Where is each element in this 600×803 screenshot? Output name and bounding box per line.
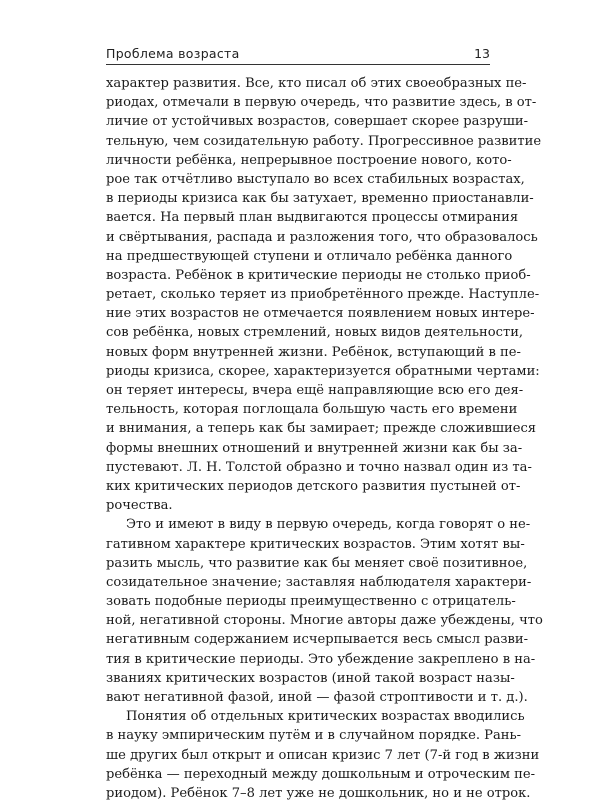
running-head bbox=[106, 46, 490, 65]
text-line: в науку эмпирическим путём и в случайном порядке. Рань- bbox=[106, 728, 522, 744]
text-line: сов ребёнка, новых стремлений, новых видов деятельности, bbox=[106, 325, 524, 341]
text-line: ной, негативной стороны. Многие авторы даже убеждены, что bbox=[106, 613, 543, 629]
text-line: ребёнка — переходный между дошкольным и отроческим пе- bbox=[106, 766, 536, 782]
text-line: ние этих возрастов не отмечается появлением новых интере- bbox=[106, 306, 535, 322]
text-line: Это и имеют в виду в первую очередь, когда говорят о не- bbox=[126, 517, 531, 533]
text-line: характер развития. Все, кто писал об этих своеобразных пе- bbox=[106, 76, 527, 91]
text-line: личности ребёнка, непрерывное построение нового, кото- bbox=[106, 152, 512, 168]
text-line: тия в критические периоды. Это убеждение закреплено в на- bbox=[106, 651, 536, 667]
text-line: и свёртывания, распада и разложения того, что образовалось bbox=[106, 229, 538, 245]
paragraph bbox=[106, 515, 543, 707]
paragraph bbox=[106, 707, 540, 803]
text-line: разить мысль, что развитие как бы меняет своё позитивное, bbox=[106, 555, 528, 571]
text-line: и внимания, а теперь как бы замирает; прежде сложившиеся bbox=[106, 421, 537, 437]
text-line: тельность, которая поглощала большую часть его времени bbox=[106, 402, 518, 418]
text-line: он теряет интересы, вчера ещё направляющие всю его дея- bbox=[106, 383, 524, 398]
text-line: гативном характере критических возрастов. Этим хотят вы- bbox=[106, 536, 525, 552]
text-line: ше других был открыт и описан кризис 7 лет (7-й год в жизни bbox=[106, 747, 540, 763]
text-line: риодом). Ребёнок 7–8 лет уже не дошкольник, но и не отрок. bbox=[106, 785, 531, 801]
running-title: Проблема возраста bbox=[106, 46, 240, 61]
text-line: рочества. bbox=[106, 498, 173, 514]
paragraph bbox=[106, 74, 542, 515]
text-line: вается. На первый план выдвигаются процессы отмирания bbox=[106, 210, 519, 226]
text-line: зовать подобные периоды преимущественно с отрицатель- bbox=[106, 594, 516, 610]
text-line: в периоды кризиса как бы затухает, временно приостанавли- bbox=[106, 191, 534, 207]
text-line: риодах, отмечали в первую очередь, что развитие здесь, в от- bbox=[106, 95, 537, 111]
text-line: пустевают. Л. Н. Толстой образно и точно назвал один из та- bbox=[106, 459, 532, 475]
body-text bbox=[106, 74, 543, 803]
text-line: тельную, чем созидательную работу. Прогрессивное развитие bbox=[106, 133, 542, 149]
text-line: рое так отчётливо выступало во всех стабильных возрастах, bbox=[106, 171, 525, 187]
text-line: на предшествующей ступени и отличало ребёнка данного bbox=[106, 248, 513, 264]
text-line: возраста. Ребёнок в критические периоды не столько приоб- bbox=[106, 267, 531, 283]
text-line: созидательное значение; заставляя наблюдателя характери- bbox=[106, 574, 532, 590]
text-line: личие от устойчивых возрастов, совершает скорее разруши- bbox=[106, 114, 529, 130]
text-line: негативным содержанием исчерпывается весь смысл разви- bbox=[106, 632, 529, 648]
text-line: новых форм внутренней жизни. Ребёнок, вступающий в пе- bbox=[106, 344, 521, 360]
text-line: вают негативной фазой, иной — фазой строптивости и т. д.). bbox=[106, 690, 528, 705]
text-line: ретает, сколько теряет из приобретённого прежде. Наступле- bbox=[106, 287, 540, 303]
page-number: 13 bbox=[474, 46, 490, 61]
text-line: ких критических периодов детского развития пустыней от- bbox=[106, 478, 521, 494]
text-line: формы внешних отношений и внутренней жизни как бы за- bbox=[106, 440, 523, 456]
text-line: риоды кризиса, скорее, характеризуется обратными чертами: bbox=[106, 363, 540, 379]
text-line: Понятия об отдельных критических возрастах вводились bbox=[126, 709, 525, 725]
text-line: званиях критических возрастов (иной такой возраст назы- bbox=[106, 670, 515, 686]
